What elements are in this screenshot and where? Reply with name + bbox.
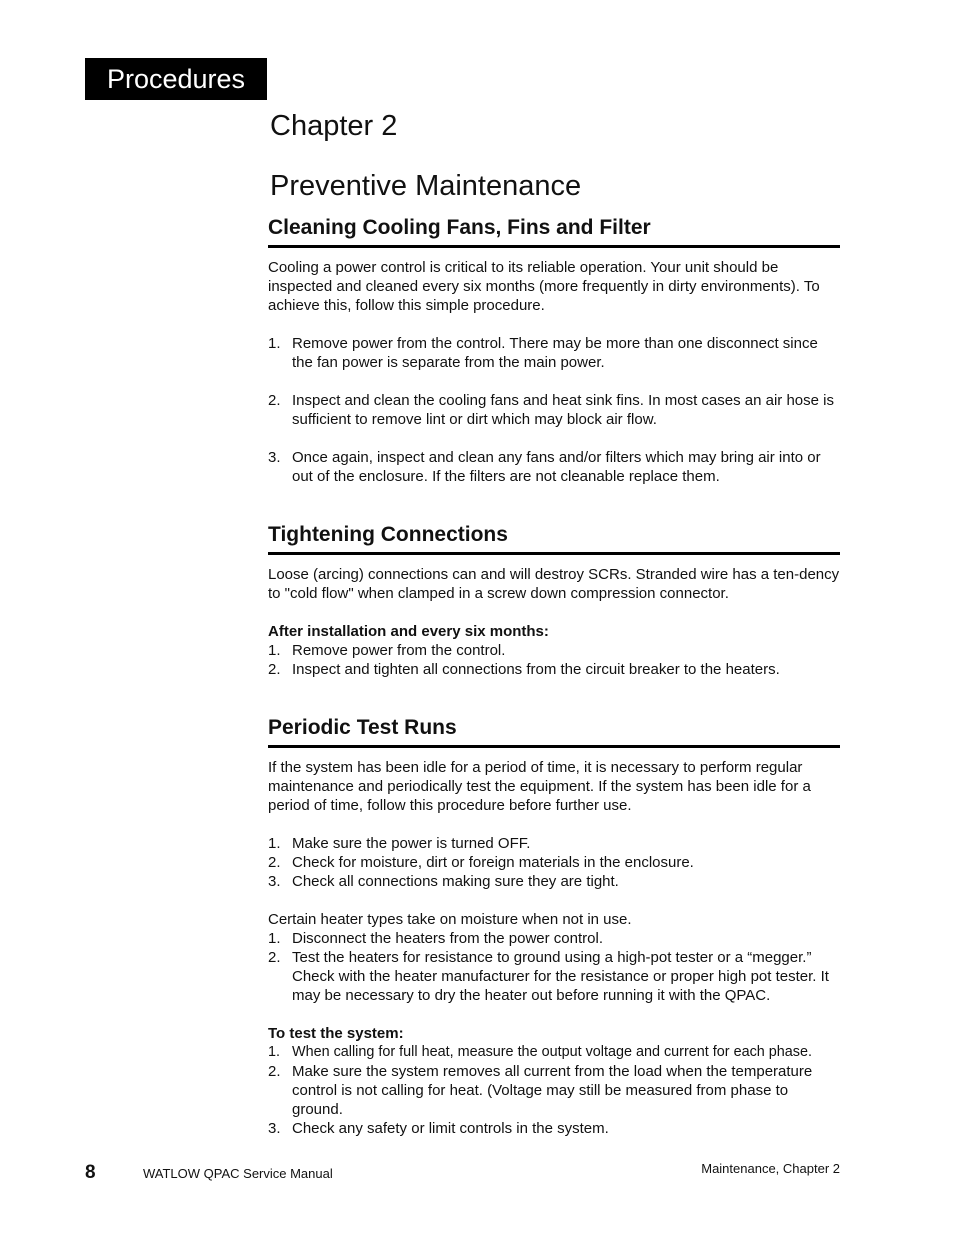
test-heading: To test the system: bbox=[268, 1025, 404, 1042]
list-item: 1. Remove power from the control. bbox=[268, 642, 506, 659]
list-item: 2. Test the heaters for resistance to ground using a high-pot tester or a “megger.” Check with the heater manufacturer for the resistance or proper high pot tester. It may be necessary to dry the heater out before running it with the QPAC. bbox=[268, 949, 829, 1004]
periodic-steps bbox=[268, 834, 840, 891]
cleaning-steps bbox=[268, 334, 840, 372]
list-item: 1. When calling for full heat, measure the output voltage and current for each phase. bbox=[268, 1044, 812, 1060]
section-tab: Procedures bbox=[85, 58, 267, 100]
chapter-label: Chapter 2 bbox=[270, 110, 398, 142]
list-item: 3. Check any safety or limit controls in the system. bbox=[268, 1120, 609, 1137]
list-item: 3. Check all connections making sure they are tight. bbox=[268, 873, 619, 890]
cleaning-intro: Cooling a power control is critical to its reliable operation. Your unit should be inspected and cleaned every six months (more frequently in dirty environments). To achieve this, follow this simple procedure. bbox=[268, 259, 820, 314]
list-item: 2. Inspect and tighten all connections from the circuit breaker to the heaters. bbox=[268, 661, 780, 678]
page-number: 8 bbox=[85, 1162, 96, 1183]
list-item: 1. Remove power from the control. There may be more than one disconnect since the fan power is separate from the main power. bbox=[268, 335, 818, 371]
tightening-subheading: After installation and every six months: bbox=[268, 623, 549, 640]
section-reference: Maintenance, Chapter 2 bbox=[701, 1161, 840, 1176]
list-item: 2. Make sure the system removes all current from the load when the temperature control is not calling for heat. (Voltage may still be measured from phase to ground. bbox=[268, 1063, 813, 1118]
test-steps bbox=[268, 1043, 840, 1138]
heater-steps bbox=[268, 929, 840, 1005]
section-heading-cleaning: Cleaning Cooling Fans, Fins and Filter bbox=[268, 216, 840, 248]
section-heading-periodic: Periodic Test Runs bbox=[268, 716, 840, 748]
cleaning-steps bbox=[268, 448, 840, 486]
list-item: 1. Disconnect the heaters from the power control. bbox=[268, 930, 603, 947]
section-heading-tightening: Tightening Connections bbox=[268, 523, 840, 555]
list-item: 1. Make sure the power is turned OFF. bbox=[268, 835, 531, 852]
page-title: Preventive Maintenance bbox=[270, 170, 582, 202]
list-item: 3. Once again, inspect and clean any fans and/or filters which may bring air into or out of the enclosure. If the filters are not cleanable replace them. bbox=[268, 449, 821, 485]
heater-note: Certain heater types take on moisture when not in use. bbox=[268, 911, 632, 928]
cleaning-steps bbox=[268, 391, 840, 429]
list-item: 2. Inspect and clean the cooling fans and heat sink fins. In most cases an air hose is sufficient to remove lint or dirt which may block air flow. bbox=[268, 392, 834, 428]
list-item: 2. Check for moisture, dirt or foreign materials in the enclosure. bbox=[268, 854, 694, 871]
manual-title: WATLOW QPAC Service Manual bbox=[143, 1166, 333, 1181]
page-content bbox=[268, 216, 840, 1138]
tightening-steps bbox=[268, 641, 840, 679]
tightening-intro: Loose (arcing) connections can and will destroy SCRs. Stranded wire has a ten-dency to "cold flow" when clamped in a screw down compression connector. bbox=[268, 566, 840, 602]
periodic-intro: If the system has been idle for a period of time, it is necessary to perform regular maintenance and periodically test the equipment. If the system has been idle for a period of time, follow this procedure before further use. bbox=[268, 759, 811, 814]
